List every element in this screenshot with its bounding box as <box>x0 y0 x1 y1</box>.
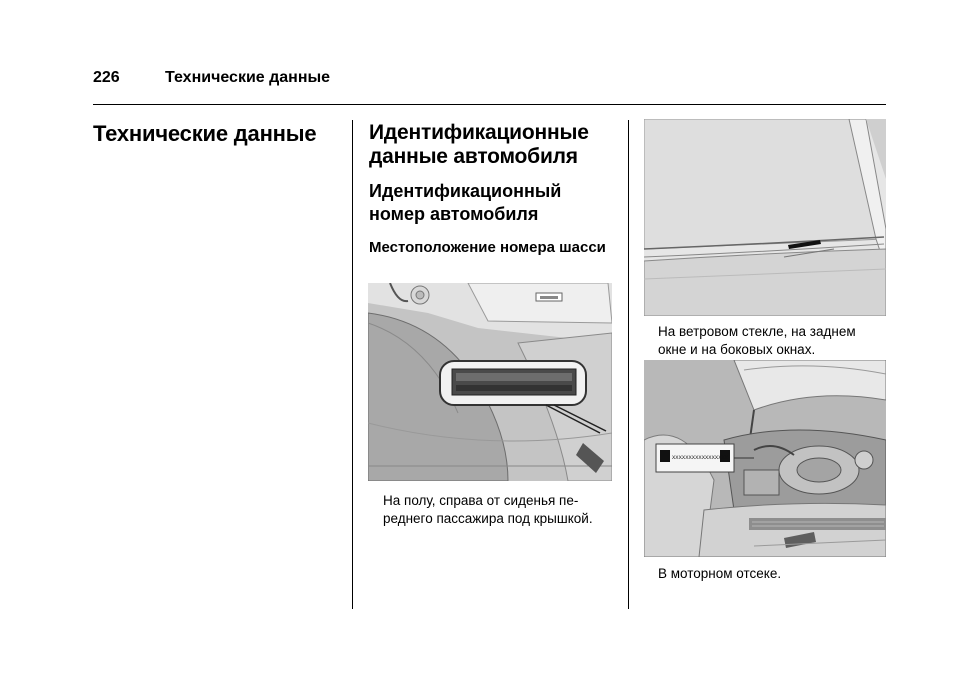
section-subheading: Идентификационный номер автомобиля <box>369 181 562 224</box>
chapter-title: Технические данные <box>93 121 317 146</box>
figure-floor-vin <box>368 283 612 481</box>
caption-engine: В моторном отсеке. <box>658 566 782 581</box>
caption-windshield: На ветровом стекле, на заднем окне и на боковых окнах. <box>658 324 856 357</box>
figure-windshield-vin <box>644 119 886 316</box>
running-head: Технические данные <box>165 69 331 86</box>
section-subsubheading: Местоположение номера шасси <box>369 239 606 256</box>
column-divider-right <box>628 120 629 609</box>
section-heading: Идентификационные данные автомобиля <box>369 121 589 168</box>
windshield-illustration <box>644 119 886 316</box>
figure-engine-vin <box>644 360 886 557</box>
caption-floor: На полу, справа от сиденья переднего пассажира под крышкой. <box>383 493 593 526</box>
floor-illustration <box>368 283 612 481</box>
header-rule <box>93 104 886 105</box>
page-number: 226 <box>93 69 120 86</box>
engine-vin-label-text: XXXXXXXXXXXXXXXXX <box>672 454 729 461</box>
engine-illustration <box>644 360 886 557</box>
column-divider-left <box>352 120 353 609</box>
